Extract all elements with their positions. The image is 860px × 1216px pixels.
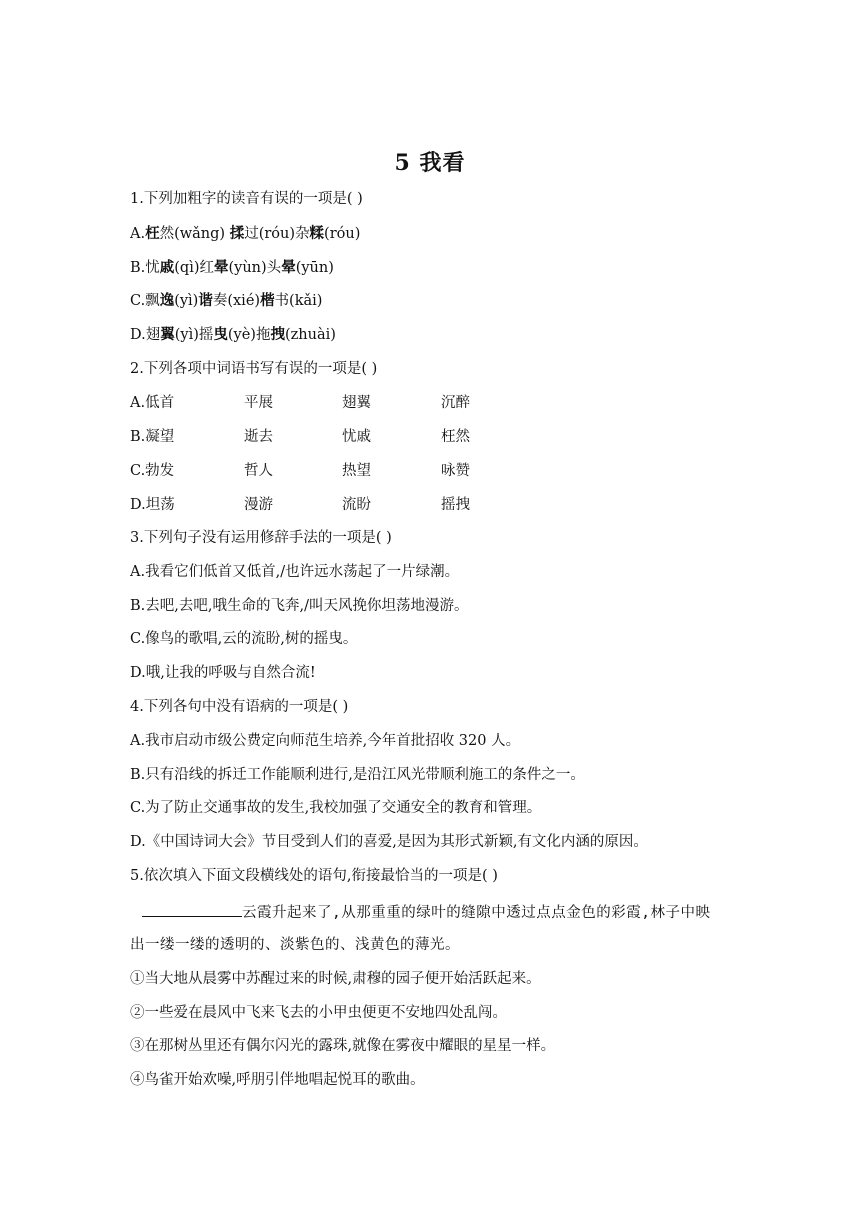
bold-character: 揉 (229, 225, 245, 242)
option-text: (róu) (324, 226, 361, 242)
bold-character: 楷 (260, 292, 275, 309)
question-1-option-b (130, 259, 334, 277)
question-5-item-3: ③在那树丛里还有偶尔闪光的露珠,就像在雾夜中耀眼的星星一样。 (130, 1038, 556, 1054)
question-4-option-c: C.为了防止交通事故的发生,我校加强了交通安全的教育和管理。 (130, 800, 542, 816)
question-1-option-a (130, 225, 360, 243)
question-5-item-4: ④鸟雀开始欢噪,呼朋引伴地唱起悦耳的歌曲。 (130, 1072, 425, 1088)
bold-character: 谐 (198, 292, 213, 309)
option-text: (yūn) (295, 260, 334, 276)
question-4-option-d: D.《中国诗词大会》节目受到人们的喜爱,是因为其形式新颖,有文化内涵的原因。 (130, 834, 648, 850)
word: 热望 (342, 463, 371, 479)
option-text: 过(róu)杂 (244, 226, 310, 242)
question-3-option-d: D.哦,让我的呼吸与自然合流! (130, 665, 316, 681)
question-3-option-c: C.像鸟的歌唱,云的流盼,树的摇曳。 (130, 631, 358, 647)
word: 哲人 (244, 463, 273, 479)
word: 沉醉 (441, 395, 470, 411)
option-text: 然(wǎng) (159, 226, 230, 242)
option-text: (zhuài) (284, 327, 336, 343)
fill-in-blank (142, 902, 242, 917)
option-text: C.飘 (130, 293, 160, 309)
word: 摇拽 (441, 497, 470, 513)
question-1-stem: 1.下列加粗字的读音有误的一项是( ) (130, 191, 363, 207)
option-text: (yì) (174, 293, 199, 309)
question-5-passage-line-1 (130, 902, 730, 922)
word: B.凝望 (130, 429, 175, 445)
option-text: 奏(xié) (212, 293, 261, 309)
bold-character: 晕 (281, 259, 296, 276)
question-3-option-a: A.我看它们低首又低首,/也许远水荡起了一片绿潮。 (130, 564, 460, 580)
question-3-option-b: B.去吧,去吧,哦生命的飞奔,/叫天风挽你坦荡地漫游。 (130, 598, 469, 614)
option-text: D.翅 (130, 327, 161, 343)
question-4-option-a: A.我市启动市级公费定向师范生培养,今年首批招收 320 人。 (130, 733, 521, 749)
word: 翅翼 (342, 395, 371, 411)
word: 流盼 (342, 497, 371, 513)
option-text: B.忧 (130, 260, 160, 276)
word: 逝去 (244, 429, 273, 445)
bold-character: 翼 (160, 326, 175, 343)
word: 平展 (244, 395, 273, 411)
option-text: (qì)红 (174, 260, 214, 276)
page-title: 5 我看 (394, 150, 466, 176)
question-5-passage-line-2: 出一缕一缕的透明的、淡紫色的、浅黄色的薄光。 (130, 937, 460, 953)
word: 咏赞 (441, 463, 470, 479)
word: D.坦荡 (130, 497, 175, 513)
question-2-stem: 2.下列各项中词语书写有误的一项是( ) (130, 361, 378, 377)
word: A.低首 (130, 395, 175, 411)
option-text: (yì)摇 (174, 327, 214, 343)
bold-character: 拽 (270, 326, 285, 343)
bold-character: 逸 (159, 292, 175, 309)
passage-text: 云霞升起来了,从那重重的绿叶的缝隙中透过点点金色的彩霞,林子中映 (242, 905, 711, 921)
option-text: A. (130, 226, 146, 242)
question-5-item-1: ①当大地从晨雾中苏醒过来的时候,肃穆的园子便开始活跃起来。 (130, 971, 541, 987)
bold-character: 戚 (159, 259, 175, 276)
option-text: 书(kǎi) (274, 293, 323, 309)
bold-character: 糅 (309, 225, 325, 242)
bold-character: 枉 (145, 225, 160, 242)
word: 枉然 (441, 429, 470, 445)
question-1-option-c (130, 292, 322, 310)
question-5-stem: 5.依次填入下面文段横线处的语句,衔接最恰当的一项是( ) (130, 868, 498, 884)
option-text: (yùn)头 (228, 260, 282, 276)
word: C.勃发 (130, 463, 175, 479)
question-4-option-b: B.只有沿线的拆迁工作能顺利进行,是沿江风光带顺利施工的条件之一。 (130, 767, 585, 783)
question-5-item-2: ②一些爱在晨风中飞来飞去的小甲虫便更不安地四处乱闯。 (130, 1005, 507, 1021)
word: 忧戚 (342, 429, 371, 445)
bold-character: 曳 (213, 326, 228, 343)
question-3-stem: 3.下列句子没有运用修辞手法的一项是( ) (130, 530, 392, 546)
question-4-stem: 4.下列各句中没有语病的一项是( ) (130, 699, 349, 715)
question-1-option-d (130, 326, 336, 344)
bold-character: 晕 (214, 259, 229, 276)
word: 漫游 (244, 497, 273, 513)
option-text: (yè)拖 (227, 327, 271, 343)
